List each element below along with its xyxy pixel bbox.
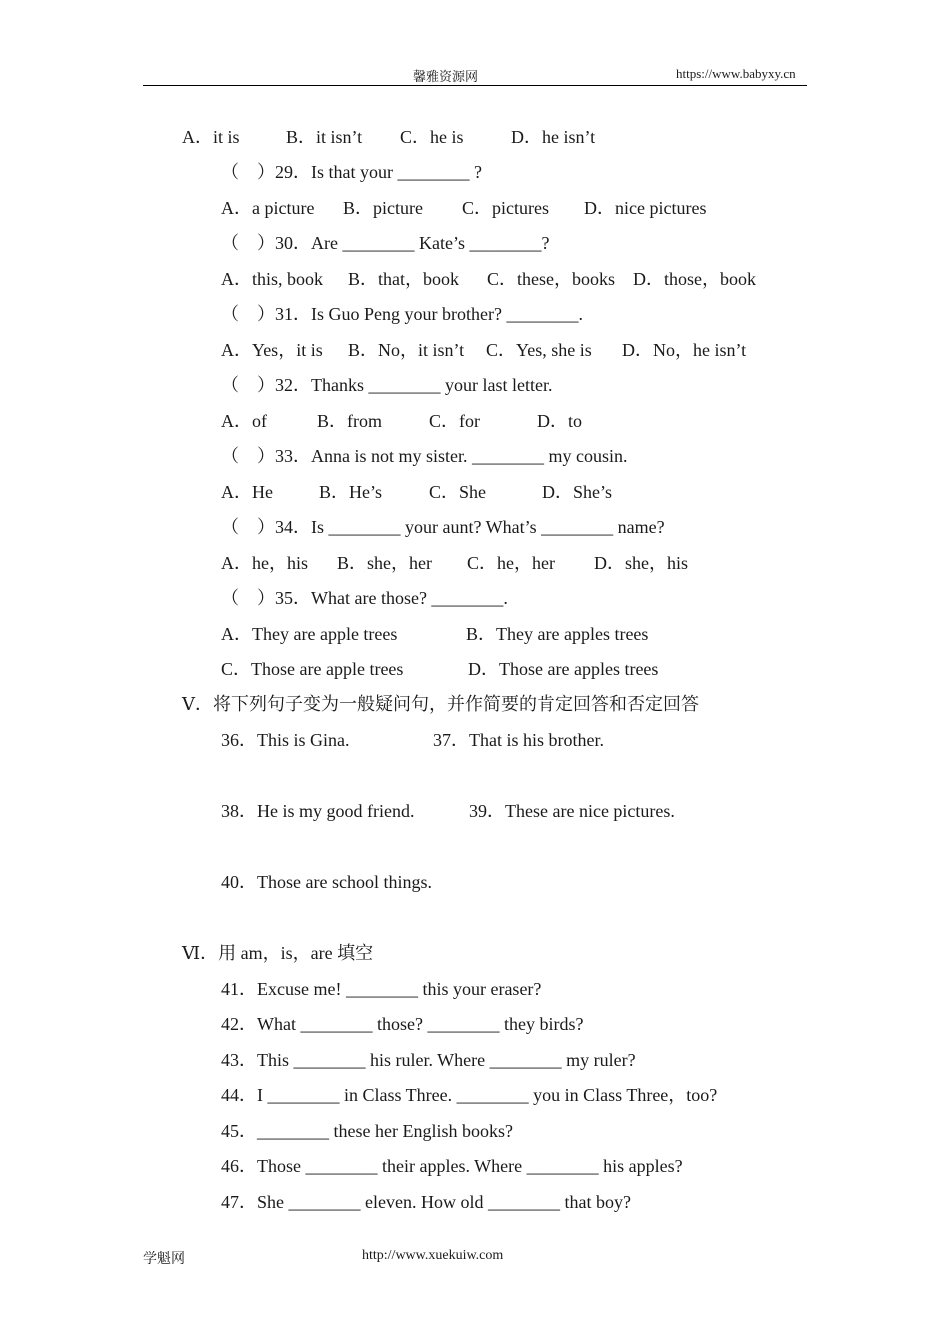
q35-option-d: D．Those are apples trees bbox=[468, 659, 659, 679]
q31-option-c: C．Yes, she is bbox=[486, 340, 592, 360]
q28-option-c: C．he is bbox=[400, 127, 464, 147]
q31-option-d: D．No，he isn’t bbox=[622, 340, 747, 360]
q34-option-b: B．she，her bbox=[337, 553, 432, 573]
q34-option-d: D．she，his bbox=[594, 553, 688, 573]
q47-sentence: 47．She ________ eleven. How old ________ that boy? bbox=[221, 1192, 631, 1212]
q31-option-a: A．Yes，it is bbox=[221, 340, 323, 360]
q32-stem: （ ）32．Thanks ________ your last letter. bbox=[221, 375, 553, 395]
q29-option-c: C．pictures bbox=[462, 198, 549, 218]
q29-option-d: D．nice pictures bbox=[584, 198, 707, 218]
q39-sentence: 39．These are nice pictures. bbox=[469, 801, 675, 821]
section-5-title: Ⅴ．将下列句子变为一般疑问句，并作简要的肯定回答和否定回答 bbox=[182, 694, 699, 714]
q29-stem: （ ）29．Is that your ________ ? bbox=[221, 162, 482, 182]
q28-option-d: D．he isn’t bbox=[511, 127, 596, 147]
q44-sentence: 44．I ________ in Class Three. ________ you in Class Three，too? bbox=[221, 1085, 718, 1105]
q33-option-c: C．She bbox=[429, 482, 487, 502]
q29-option-b: B．picture bbox=[343, 198, 423, 218]
q34-option-a: A．he，his bbox=[221, 553, 308, 573]
q41-sentence: 41．Excuse me! ________ this your eraser? bbox=[221, 979, 542, 999]
q33-option-a: A．He bbox=[221, 482, 273, 502]
q38-sentence: 38．He is my good friend. bbox=[221, 801, 415, 821]
footer-url: http://www.xuekuiw.com bbox=[362, 1248, 504, 1263]
q32-option-a: A．of bbox=[221, 411, 267, 431]
q30-option-d: D．those，book bbox=[633, 269, 756, 289]
q35-option-b: B．They are apples trees bbox=[466, 624, 649, 644]
q34-option-c: C．he，her bbox=[467, 553, 555, 573]
q40-sentence: 40．Those are school things. bbox=[221, 872, 432, 892]
q32-option-c: C．for bbox=[429, 411, 480, 431]
q36-sentence: 36．This is Gina. bbox=[221, 730, 350, 750]
q32-option-d: D．to bbox=[537, 411, 582, 431]
q33-option-b: B．He’s bbox=[319, 482, 382, 502]
section-6-title: Ⅵ．用 am，is，are 填空 bbox=[182, 943, 374, 963]
header-url: https://www.babyxy.cn bbox=[676, 66, 796, 81]
header-center-text: 馨雅资源网 bbox=[413, 69, 479, 84]
q35-option-c: C．Those are apple trees bbox=[221, 659, 404, 679]
q30-option-c: C．these，books bbox=[487, 269, 615, 289]
q29-option-a: A．a picture bbox=[221, 198, 315, 218]
q31-option-b: B．No，it isn’t bbox=[348, 340, 465, 360]
q46-sentence: 46．Those ________ their apples. Where ________ his apples? bbox=[221, 1156, 683, 1176]
q43-sentence: 43．This ________ his ruler. Where ________ my ruler? bbox=[221, 1050, 636, 1070]
q45-sentence: 45．________ these her English books? bbox=[221, 1121, 513, 1141]
q30-option-b: B．that，book bbox=[348, 269, 459, 289]
q30-stem: （ ）30．Are ________ Kate’s ________? bbox=[221, 233, 550, 253]
q32-option-b: B．from bbox=[317, 411, 382, 431]
q34-stem: （ ）34．Is ________ your aunt? What’s ________ name? bbox=[221, 517, 665, 537]
q35-option-a: A．They are apple trees bbox=[221, 624, 398, 644]
q30-option-a: A．this, book bbox=[221, 269, 324, 289]
q33-option-d: D．She’s bbox=[542, 482, 613, 502]
header-rule bbox=[143, 85, 807, 86]
q31-stem: （ ）31．Is Guo Peng your brother? ________. bbox=[221, 304, 583, 324]
q35-stem: （ ）35．What are those? ________. bbox=[221, 588, 508, 608]
q28-option-a: A．it is bbox=[182, 127, 240, 147]
q33-stem: （ ）33．Anna is not my sister. ________ my cousin. bbox=[221, 446, 628, 466]
q28-option-b: B．it isn’t bbox=[286, 127, 363, 147]
q37-sentence: 37．That is his brother. bbox=[433, 730, 604, 750]
footer-left-text: 学魁网 bbox=[143, 1252, 185, 1267]
q42-sentence: 42．What ________ those? ________ they birds? bbox=[221, 1014, 584, 1034]
